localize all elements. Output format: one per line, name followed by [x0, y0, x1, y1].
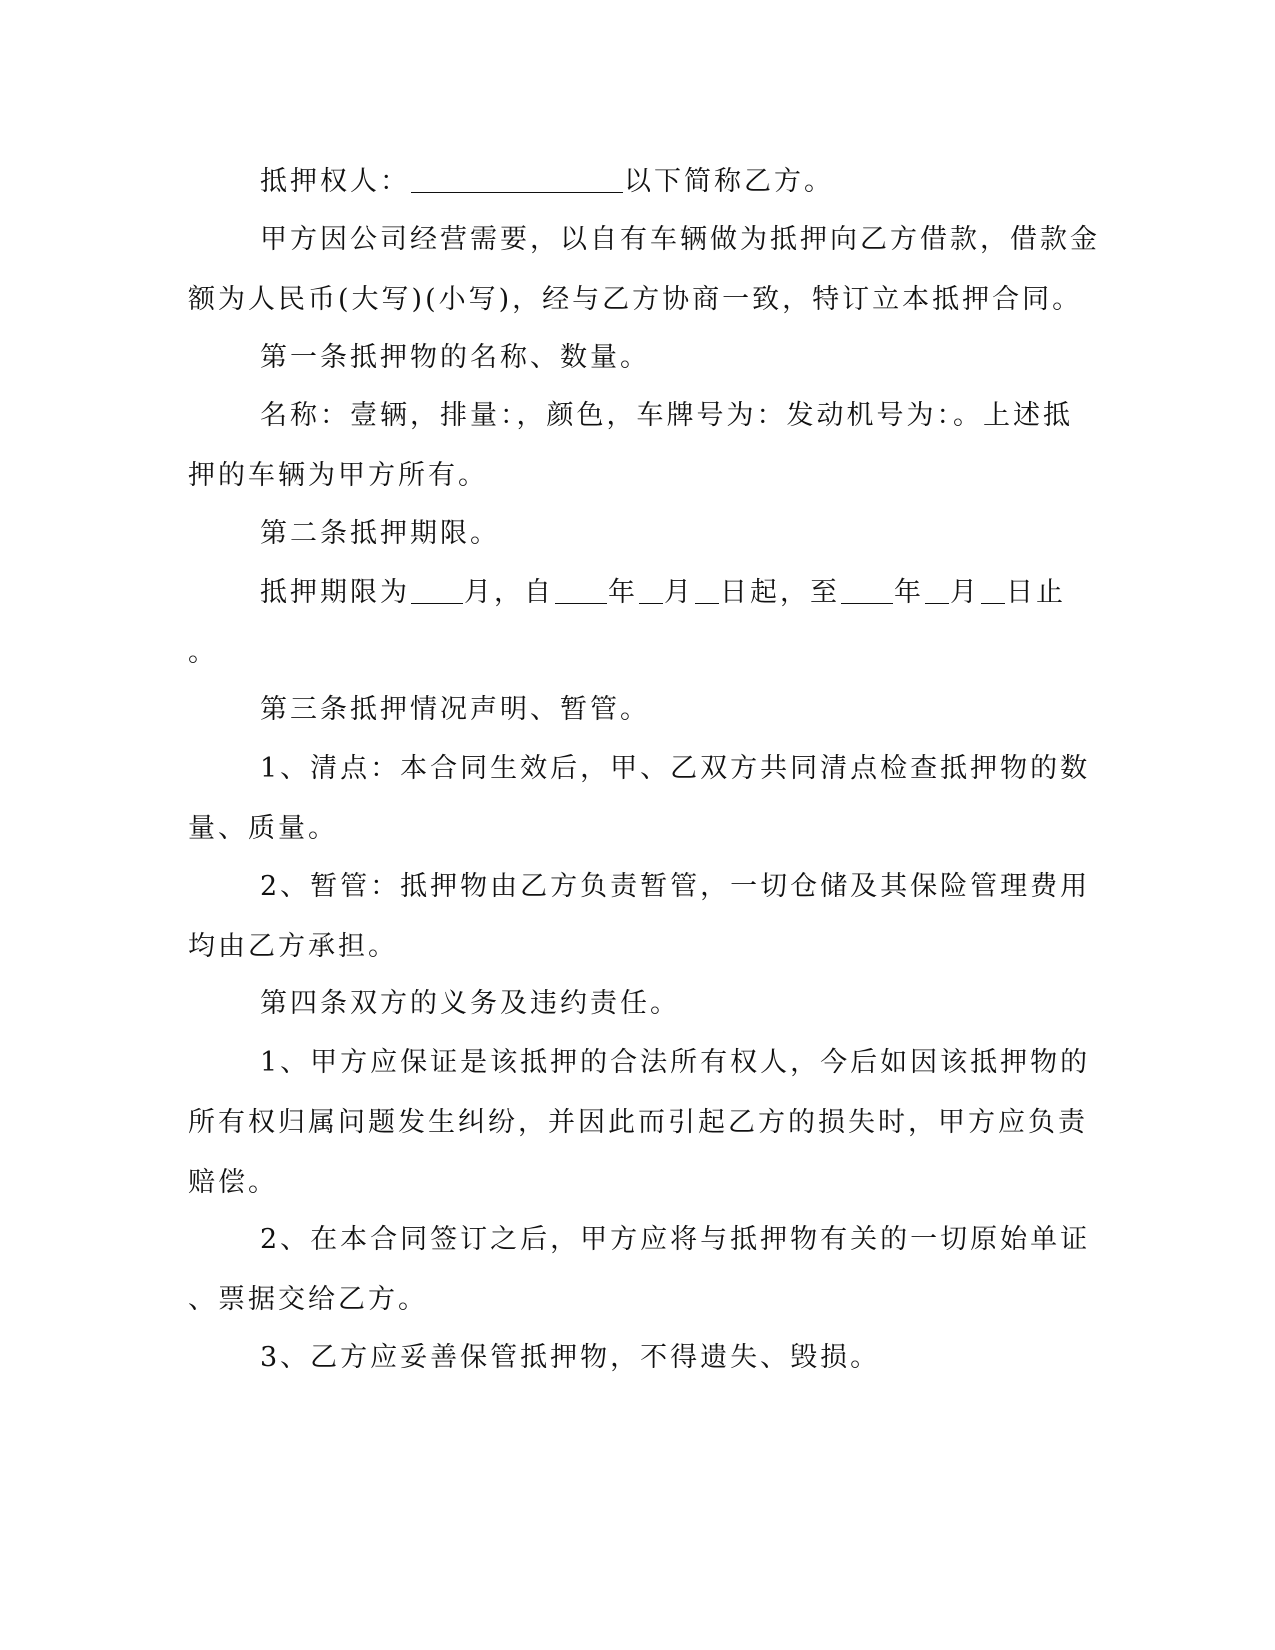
- paragraph-line: 量、质量。: [188, 813, 338, 844]
- start-year-blank: [555, 577, 607, 604]
- mortgagee-blank: [411, 166, 623, 193]
- paragraph-line: 赔偿。: [188, 1167, 278, 1198]
- term-text: 抵押期限为: [260, 577, 410, 608]
- term-text: 年: [608, 577, 638, 608]
- paragraph-line: 押的车辆为甲方所有。: [188, 460, 488, 491]
- documents-paragraph: [188, 1210, 1091, 1330]
- term-text: 月: [664, 577, 694, 608]
- end-year-blank: [841, 577, 893, 604]
- paragraph-line: 第一条抵押物的名称、数量。: [260, 342, 650, 373]
- paragraph-line: [188, 563, 1068, 623]
- paragraph-line: 1、清点：本合同生效后，甲、乙双方共同清点检查抵押物的数: [260, 753, 1091, 784]
- paragraph-line: 2、暂管：抵押物由乙方负责暂管，一切仓储及其保险管理费用: [260, 871, 1091, 902]
- end-day-blank: [981, 577, 1005, 604]
- paragraph-line: 、票据交给乙方。: [188, 1284, 428, 1315]
- paragraph-line: 1、甲方应保证是该抵押的合法所有权人，今后如因该抵押物的: [260, 1047, 1091, 1078]
- term-text: 日止: [1006, 577, 1066, 608]
- safekeeping-paragraph: [188, 1328, 1068, 1388]
- paragraph-line: 均由乙方承担。: [188, 931, 398, 962]
- paragraph-line: 。: [188, 637, 218, 668]
- collateral-paragraph: [188, 386, 1073, 506]
- article-4-heading: [188, 974, 1068, 1034]
- term-text: 年: [894, 577, 924, 608]
- inventory-paragraph: [188, 739, 1091, 859]
- term-text: 月，自: [464, 577, 554, 608]
- paragraph-line: 第四条双方的义务及违约责任。: [260, 988, 680, 1019]
- months-blank: [411, 577, 463, 604]
- paragraph-line: 所有权归属问题发生纠纷，并因此而引起乙方的损失时，甲方应负责: [188, 1107, 1088, 1138]
- mortgagee-suffix: 以下简称乙方。: [624, 166, 834, 197]
- paragraph-line: [188, 152, 1068, 212]
- paragraph-line: 2、在本合同签订之后，甲方应将与抵押物有关的一切原始单证: [260, 1224, 1091, 1255]
- start-month-blank: [639, 577, 663, 604]
- mortgagee-paragraph: [188, 152, 1068, 212]
- loan-paragraph: [188, 210, 1100, 330]
- start-day-blank: [695, 577, 719, 604]
- article-3-heading: [188, 680, 1068, 740]
- custody-paragraph: [188, 857, 1091, 977]
- end-month-blank: [925, 577, 949, 604]
- ownership-paragraph: [188, 1033, 1091, 1213]
- paragraph-line: 3、乙方应妥善保管抵押物，不得遗失、毁损。: [260, 1342, 881, 1373]
- mortgagee-label: 抵押权人：: [260, 166, 410, 197]
- article-1-heading: [188, 328, 1068, 388]
- term-text: 日起，至: [720, 577, 840, 608]
- paragraph-line: 第二条抵押期限。: [260, 518, 500, 549]
- term-text: 月: [950, 577, 980, 608]
- term-paragraph: [188, 563, 1068, 683]
- paragraph-line: 额为人民币(大写)(小写)，经与乙方协商一致，特订立本抵押合同。: [188, 284, 1083, 315]
- paragraph-line: 甲方因公司经营需要，以自有车辆做为抵押向乙方借款，借款金: [260, 224, 1100, 255]
- paragraph-line: 第三条抵押情况声明、暂管。: [260, 694, 650, 725]
- article-2-heading: [188, 504, 1068, 564]
- paragraph-line: 名称：壹辆，排量：，颜色，车牌号为：发动机号为：。上述抵: [260, 400, 1073, 431]
